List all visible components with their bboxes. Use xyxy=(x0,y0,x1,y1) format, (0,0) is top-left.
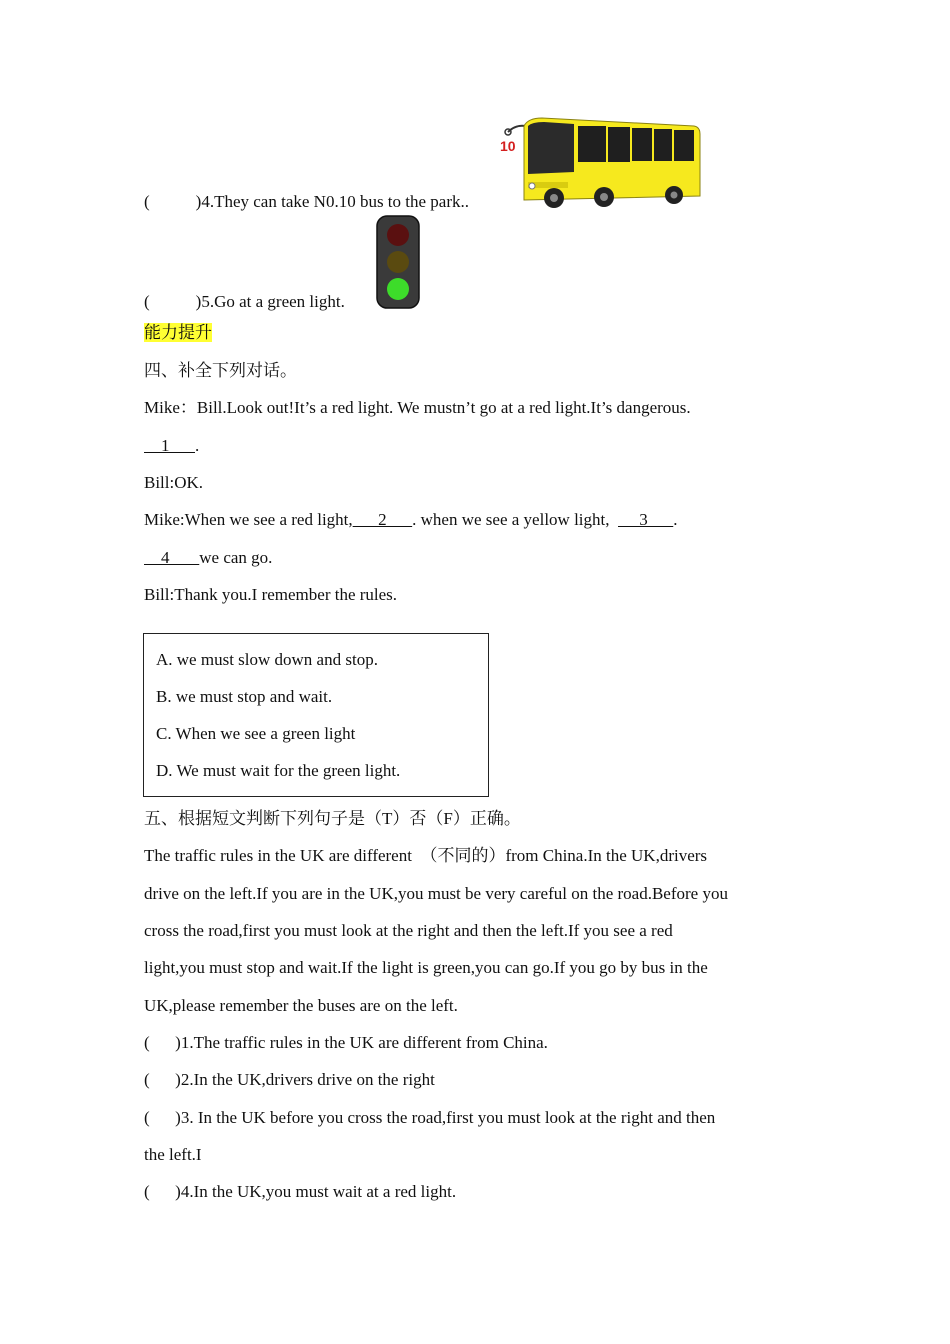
section-4-heading: 四、补全下列对话。 xyxy=(144,361,297,380)
option-a: A. we must slow down and stop. xyxy=(156,650,378,669)
ability-heading xyxy=(144,323,212,343)
tf-question-2: ( )2.In the UK,drivers drive on the right xyxy=(144,1070,435,1089)
traffic-light-image xyxy=(376,215,420,309)
dialogue-line-3c: . xyxy=(673,510,678,529)
red-lamp xyxy=(387,224,409,246)
bus-image xyxy=(498,112,704,210)
dialogue-line-3 xyxy=(144,510,678,530)
highlighted-heading: 能力提升 xyxy=(144,323,212,342)
blank-1: 1 xyxy=(144,436,195,455)
question-5 xyxy=(144,292,345,312)
dialogue-line-1: Mike：Bill.Look out!It’s a red light. We mustn’t go at a red light.It’s dangerous. xyxy=(144,398,691,417)
passage-line-5: UK,please remember the buses are on the left. xyxy=(144,996,458,1015)
passage-line-2: drive on the left.If you are in the UK,you must be very careful on the road.Before you xyxy=(144,884,728,903)
options-box xyxy=(143,633,489,797)
yellow-lamp xyxy=(387,251,409,273)
answer-paren: ( xyxy=(144,292,150,311)
tf-question-1: ( )1.The traffic rules in the UK are different from China. xyxy=(144,1033,548,1052)
bus-number-label: 10 xyxy=(500,138,516,154)
tf-question-4: ( )4.In the UK,you must wait at a red light. xyxy=(144,1182,457,1201)
question-4 xyxy=(144,192,469,212)
option-b: B. we must stop and wait. xyxy=(156,687,333,706)
blank-4: 4 xyxy=(144,548,200,567)
question-4-text: )4.They can take N0.10 bus to the park.. xyxy=(195,192,470,211)
question-5-text: )5.Go at a green light. xyxy=(195,292,345,311)
dialogue-line-4b: we can go. xyxy=(199,548,273,567)
option-d: D. We must wait for the green light. xyxy=(156,761,401,780)
green-lamp xyxy=(387,278,409,300)
tf-question-3-cont: the left.I xyxy=(144,1145,202,1164)
dialogue-line-4 xyxy=(144,548,272,568)
dialogue-line-3b: . when we see a yellow light, xyxy=(412,510,618,529)
dialogue-line-5: Bill:Thank you.I remember the rules. xyxy=(144,585,398,604)
blank-2: 2 xyxy=(352,510,413,529)
passage-line-4: light,you must stop and wait.If the light is green,you can go.If you go by bus in the xyxy=(144,958,708,977)
dialogue-line-3a: Mike:When we see a red light, xyxy=(144,510,353,529)
answer-paren: ( xyxy=(144,192,150,211)
option-c: C. When we see a green light xyxy=(156,724,356,743)
section-5-heading: 五、根据短文判断下列句子是（T）否（F）正确。 xyxy=(144,809,521,828)
blank-1-end: . xyxy=(195,436,200,455)
tf-question-3: ( )3. In the UK before you cross the road,first you must look at the right and then xyxy=(144,1108,716,1127)
passage-line-3: cross the road,first you must look at the right and then the left.If you see a red xyxy=(144,921,673,940)
passage-line-1: The traffic rules in the UK are different （不同的）from China.In the UK,drivers xyxy=(144,846,708,865)
blank-line-1 xyxy=(144,436,199,456)
dialogue-line-2: Bill:OK. xyxy=(144,473,204,492)
blank-3: 3 xyxy=(618,510,674,529)
